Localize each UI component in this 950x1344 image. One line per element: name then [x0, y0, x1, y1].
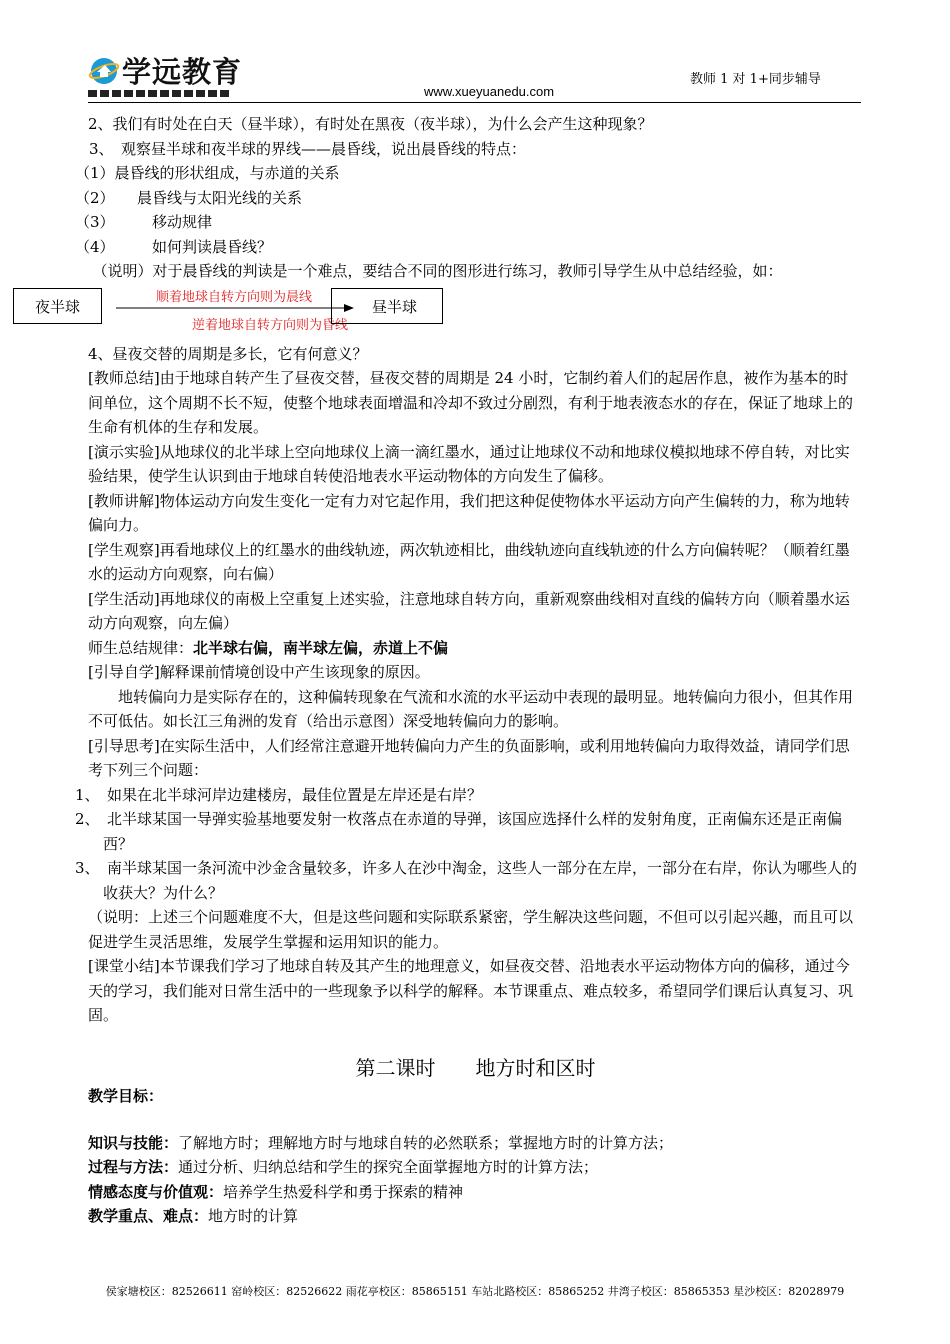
student-activity: [学生活动]再地球仪的南极上空重复上述实验，注意地球自转方向，重新观察曲线相对直线的偏转方向（顺着墨水运动方向观察，向左偏）: [88, 589, 850, 632]
item-1: （1）晨昏线的形状组成，与赤道的关系: [75, 164, 340, 182]
note-1: （说明）对于晨昏线的判读是一个难点，要结合不同的图形进行练习，教师引导学生从中总结经验，如：: [92, 262, 783, 280]
dawn-line-label: 顺着地球自转方向则为晨线: [156, 289, 313, 305]
question-4: 4、昼夜交替的周期是多长，它有何意义？: [88, 344, 368, 363]
dusk-line-label: 逆着地球自转方向则为昏线: [192, 317, 349, 333]
page-header: [0, 0, 950, 105]
guide-think: [引导思考]在实际生活中，人们经常注意避开地转偏向力产生的负面影响，或利用地转偏向力取得效益，请同学们思考下列三个问题：: [88, 736, 850, 779]
question-2: 2、我们有时处在白天（昼半球），有时处在黑夜（夜半球），为什么会产生这种现象？: [88, 115, 653, 133]
class-summary: [课堂小结]本节课我们学习了地球自转及其产生的地理意义，如昼夜交替、沿地表水平运动物体方向的偏移，通过今天的学习，我们能对日常生活中的一些现象予以科学的解释。本节课重点、难点较多，希望同学们课后认真复习、巩固。: [88, 957, 854, 1024]
night-hemisphere-box: 夜半球: [13, 288, 102, 324]
logo-slogan-image: [88, 88, 233, 101]
demo-experiment: [演示实验]从地球仪的北半球上空向地球仪上滴一滴红墨水，通过让地球仪不动和地球仪模拟地球不停自转，对比实验结果，使学生认识到由于地球自转使沿地表水平运动物体的方向发生了偏移。: [88, 442, 850, 485]
rule-summary: 师生总结规律：北半球右偏，南半球左偏，赤道上不偏: [88, 638, 449, 657]
student-observe: [学生观察]再看地球仪上的红墨水的曲线轨迹，两次轨迹相比，曲线轨迹向直线轨迹的什么方向偏转呢？（顺着红墨水的运动方向观察，向右偏）: [88, 540, 850, 583]
header-divider: [88, 102, 861, 103]
logo-text: 学远教育: [122, 55, 243, 89]
guide-self-study: [引导自学]解释课前情境创设中产生该现象的原因。: [88, 663, 430, 681]
goal-emotion: 情感态度与价值观：培养学生热爱科学和勇于探索的精神: [88, 1182, 464, 1201]
logo-globe-icon: [88, 55, 120, 87]
teacher-explain: [教师讲解]物体运动方向发生变化一定有力对它起作用，我们把这种促使物体水平运动方向产生偏转的力，称为地转偏向力。: [88, 491, 850, 534]
terminator-diagram: [34, 288, 863, 340]
rule-bold: 北半球右偏，南半球左偏，赤道上不偏: [193, 638, 449, 657]
document-body: [34, 112, 863, 1229]
goal-heading: 教学目标：: [88, 1087, 164, 1105]
note-2: （说明：上述三个问题难度不大，但是这些问题和实际联系紧密，学生解决这些问题，不但可以引起兴趣，而且可以促进学生灵活思维，发展学生掌握和运用知识的能力。: [88, 908, 854, 951]
focus-difficulty: 教学重点、难点：地方时的计算: [88, 1207, 299, 1225]
goal-knowledge: 知识与技能：了解地方时；理解地方时与地球自转的必然联系；掌握地方时的计算方法；: [88, 1133, 674, 1152]
question-3: 3、 观察昼半球和夜半球的界线——晨昏线，说出晨昏线的特点：: [89, 139, 527, 158]
item-4: （4） 如何判读晨昏线？: [75, 237, 273, 256]
think-question-2: 2、 北半球某国一导弹实验基地要发射一枚落点在赤道的导弹，该国应选择什么样的发射角度，正南偏东还是正南偏西？: [75, 810, 843, 853]
page-footer: 侯家塘校区：82526611 窑岭校区：82526622 雨花亭校区：85865151 车站北路校区：85865252 井湾子校区：85865353 星沙校区：82028979: [105, 1285, 845, 1298]
item-2: （2） 晨昏线与太阳光线的关系: [75, 188, 303, 207]
day-hemisphere-box: 昼半球: [331, 288, 443, 324]
coriolis-paragraph: 地转偏向力是实际存在的，这种偏转现象在气流和水流的水平运动中表现的最明显。地转偏向力很小，但其作用不可低估。如长江三角洲的发育（给出示意图）深受地转偏向力的影响。: [88, 687, 854, 730]
teacher-summary: [教师总结]由于地球自转产生了昼夜交替，昼夜交替的周期是 24 小时，它制约着人们的起居作息，被作为基本的时间单位，这个周期不长不短，使整个地球表面增温和冷却不致过分剧烈，有利于地表液态水的存在，保证了地球上的生命有机体的生存和发展。: [88, 369, 854, 436]
item-3: （3） 移动规律: [75, 213, 213, 231]
site-url: www.xueyuanedu.com: [424, 84, 555, 99]
header-service-label: 教师 1 对 1+同步辅导: [690, 72, 821, 87]
lesson-title: 第二课时 地方时和区时: [355, 1055, 596, 1080]
think-question-3: 3、 南半球某国一条河流中沙金含量较多，许多人在沙中淘金，这些人一部分在左岸，一部分在右岸，你认为哪些人的收获大？为什么？: [75, 859, 858, 902]
goal-method: 过程与方法：通过分析、归纳总结和学生的探究全面掌握地方时的计算方法；: [88, 1158, 599, 1176]
think-question-1: 1、 如果在北半球河岸边建楼房，最佳位置是左岸还是右岸？: [75, 785, 483, 804]
